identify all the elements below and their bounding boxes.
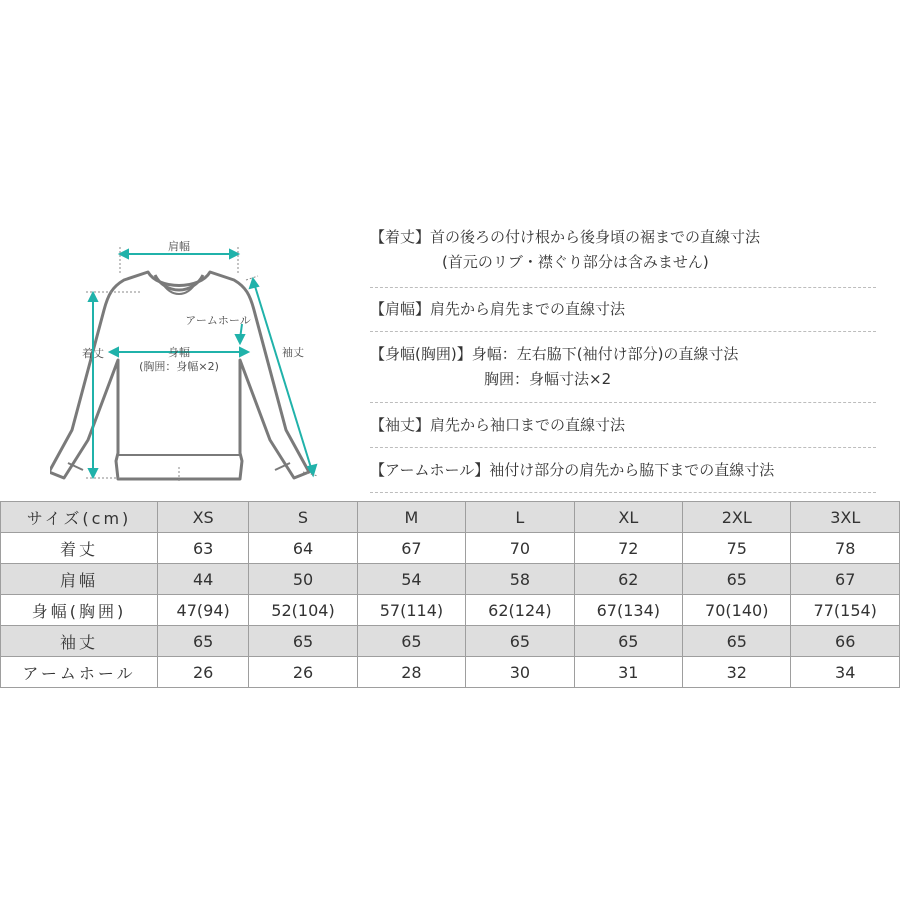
definition-title: 【アームホール】 <box>370 460 490 479</box>
label-armhole: アームホール <box>185 314 251 327</box>
definition-text: 袖付け部分の肩先から脇下までの直線寸法 <box>489 460 775 479</box>
table-header-cell: サイズ(cm) <box>1 502 158 533</box>
table-row <box>1 564 900 595</box>
definition-title: 【身幅(胸囲)】 <box>370 345 472 363</box>
table-cell: 72 <box>574 533 682 564</box>
table-cell: 50 <box>249 564 357 595</box>
table-header-cell: 3XL <box>791 502 900 533</box>
table-header-cell: 2XL <box>683 502 791 533</box>
table-row-label: 袖丈 <box>1 626 158 657</box>
table-cell: 58 <box>466 564 574 595</box>
definition-note: 胸囲：身幅寸法×2 <box>484 370 612 388</box>
table-header-cell: L <box>466 502 574 533</box>
table-header-cell: S <box>249 502 357 533</box>
table-cell: 77(154) <box>791 595 900 626</box>
table-row <box>1 595 900 626</box>
table-cell: 26 <box>158 657 249 688</box>
definition-title: 【袖丈】 <box>370 415 431 434</box>
table-cell: 26 <box>249 657 357 688</box>
table-cell: 63 <box>158 533 249 564</box>
table-row-label: 肩幅 <box>1 564 158 595</box>
table-header-cell: XL <box>574 502 682 533</box>
table-cell: 52(104) <box>249 595 357 626</box>
table-cell: 65 <box>249 626 357 657</box>
definition-text: 肩先から肩先までの直線寸法 <box>430 300 626 318</box>
table-cell: 31 <box>574 657 682 688</box>
definition-text: 首の後ろの付け根から後身頃の裾までの直線寸法 <box>430 228 761 246</box>
label-body-width: 身幅 <box>168 346 190 359</box>
table-cell: 66 <box>791 626 900 657</box>
table-cell: 70(140) <box>683 595 791 626</box>
table-header-cell: M <box>357 502 465 533</box>
table-cell: 65 <box>158 626 249 657</box>
table-cell: 67 <box>357 533 465 564</box>
table-cell: 67(134) <box>574 595 682 626</box>
table-cell: 47(94) <box>158 595 249 626</box>
table-header-row <box>1 502 900 533</box>
definition-note: (首元のリブ・襟ぐり部分は含みません) <box>442 253 709 271</box>
definition-length <box>370 225 876 288</box>
definition-title: 【肩幅】 <box>370 300 431 318</box>
definition-armhole <box>370 448 876 493</box>
definition-sleeve-length <box>370 403 876 448</box>
table-cell: 65 <box>357 626 465 657</box>
label-body-width-note: (胸囲：身幅×2) <box>139 360 219 373</box>
table-cell: 32 <box>683 657 791 688</box>
table-cell: 28 <box>357 657 465 688</box>
table-cell: 78 <box>791 533 900 564</box>
table-cell: 64 <box>249 533 357 564</box>
table-cell: 65 <box>574 626 682 657</box>
table-cell: 65 <box>466 626 574 657</box>
sweatshirt-outline <box>50 272 309 479</box>
label-sleeve-length: 袖丈 <box>282 346 304 359</box>
table-cell: 65 <box>683 564 791 595</box>
table-row-label: 着丈 <box>1 533 158 564</box>
table-header-cell: XS <box>158 502 249 533</box>
table-cell: 44 <box>158 564 249 595</box>
measurement-diagram <box>50 235 350 495</box>
table-cell: 65 <box>683 626 791 657</box>
label-shoulder-width: 肩幅 <box>168 240 190 253</box>
definition-text: 肩先から袖口までの直線寸法 <box>430 415 626 434</box>
table-row <box>1 626 900 657</box>
table-cell: 57(114) <box>357 595 465 626</box>
table-row-label: 身幅(胸囲) <box>1 595 158 626</box>
table-cell: 30 <box>466 657 574 688</box>
definition-text: 身幅：左右脇下(袖付け部分)の直線寸法 <box>471 345 739 363</box>
table-cell: 62(124) <box>466 595 574 626</box>
definition-title: 【着丈】 <box>370 228 431 246</box>
definition-body-width <box>370 332 876 403</box>
table-cell: 54 <box>357 564 465 595</box>
table-row <box>1 533 900 564</box>
definition-shoulder-width <box>370 288 876 332</box>
size-table <box>0 501 900 688</box>
measurement-definitions <box>370 225 876 493</box>
table-cell: 70 <box>466 533 574 564</box>
table-cell: 62 <box>574 564 682 595</box>
table-cell: 34 <box>791 657 900 688</box>
table-cell: 75 <box>683 533 791 564</box>
table-cell: 67 <box>791 564 900 595</box>
table-row <box>1 657 900 688</box>
table-row-label: アームホール <box>1 657 158 688</box>
label-length: 着丈 <box>82 347 104 360</box>
